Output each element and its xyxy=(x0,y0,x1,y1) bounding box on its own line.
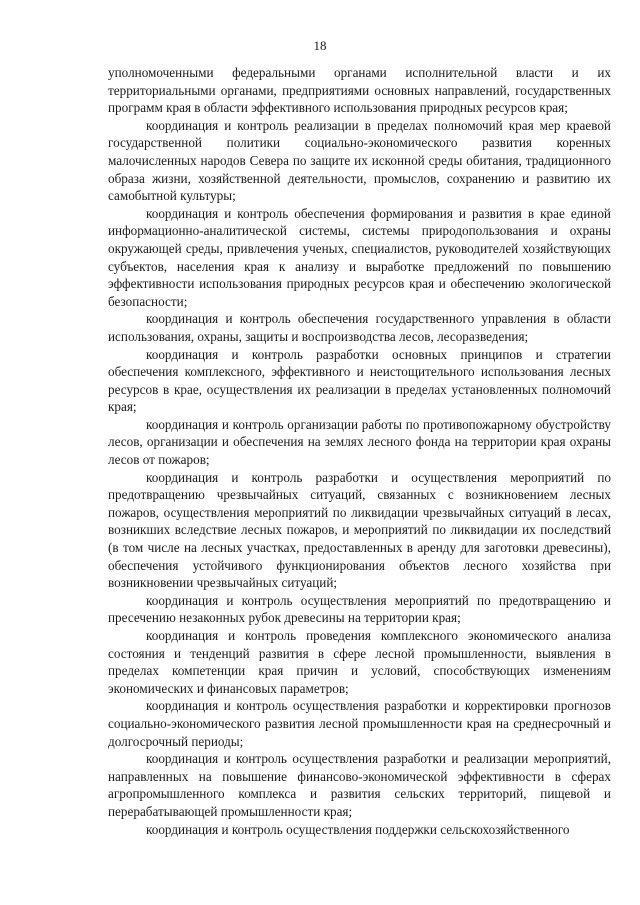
paragraph-economic-analysis: координация и контроль проведения комплексного экономического анализа состояния и тенденций развития в сфере лесной промышленности, выявления в пределах компетенции края причин и условий, способствующих изменениям экономических и финансовых параметров; xyxy=(108,628,611,696)
paragraph-information-system: координация и контроль обеспечения формирования и развития в крае единой информационно-аналитической системы, системы природопользования и охраны окружающей среды, привлечения ученых, специалистов, руководителей хозяйствующих субъектов, населения края к анализу и выработке предложений по повышению эффективности использования природных ресурсов края и обеспечению экологической безопасности; xyxy=(108,205,611,309)
paragraph-forest-strategy: координация и контроль разработки основных принципов и стратегии обеспечения комплексного, эффективного и неистощительного использования лесных ресурсов в крае, осуществления их реализации в пределах установленных полномочий края; xyxy=(108,346,611,415)
paragraph-agricultural-support: координация и контроль осуществления поддержки сельскохозяйственного xyxy=(146,821,570,837)
document-body xyxy=(108,64,611,838)
paragraph-continuation: уполномоченными федеральными органами исполнительной власти и их территориальными органами, предприятиями основных направлений, государственных программ края в области эффективного использования природных ресурсов края; xyxy=(108,65,611,116)
paragraph-indigenous-peoples: координация и контроль реализации в пределах полномочий края мер краевой государственной политики социально-экономического развития коренных малочисленных народов Севера по защите их исконной среды обитания, традиционного образа жизни, хозяйственной деятельности, промыслов, сохранению и развитию их самобытной культуры; xyxy=(108,117,611,204)
paragraph-agro-efficiency: координация и контроль осуществления разработки и реализации мероприятий, направленных на повышение финансово-экономической эффективности в сферах агропромышленного комплекса и развития сельских территорий, пищевой и перерабатывающей промышленности края; xyxy=(108,751,611,819)
paragraph-emergency-prevention: координация и контроль разработки и осуществления мероприятий по предотвращению чрезвычайных ситуаций, связанных с возникновением лесных пожаров, осуществления мероприятий по ликвидации чрезвычайных ситуаций в лесах, возникших вследствие лесных пожаров, и мероприятий по ликвидации их последствий (в том числе на лесных участках, предоставленных в аренду для заготовки древесины), обеспечения устойчивого функционирования объектов лесного хозяйства при возникновении чрезвычайных ситуаций; xyxy=(108,469,611,591)
paragraph-forecasts: координация и контроль осуществления разработки и корректировки прогнозов социально-экономического развития лесной промышленности края на среднесрочный и долгосрочный периоды; xyxy=(108,698,611,749)
paragraph-forest-management: координация и контроль обеспечения государственного управления в области использования, охраны, защиты и воспроизводства лесов, лесоразведения; xyxy=(108,311,611,344)
page-number: 18 xyxy=(313,38,327,53)
paragraph-illegal-logging: координация и контроль осуществления мероприятий по предотвращению и пресечению незаконных рубок древесины на территории края; xyxy=(108,592,611,626)
paragraph-fire-protection: координация и контроль организации работы по противопожарному обустройству лесов, организации и обеспечения на землях лесного фонда на территории края охраны лесов от пожаров; xyxy=(108,416,611,468)
